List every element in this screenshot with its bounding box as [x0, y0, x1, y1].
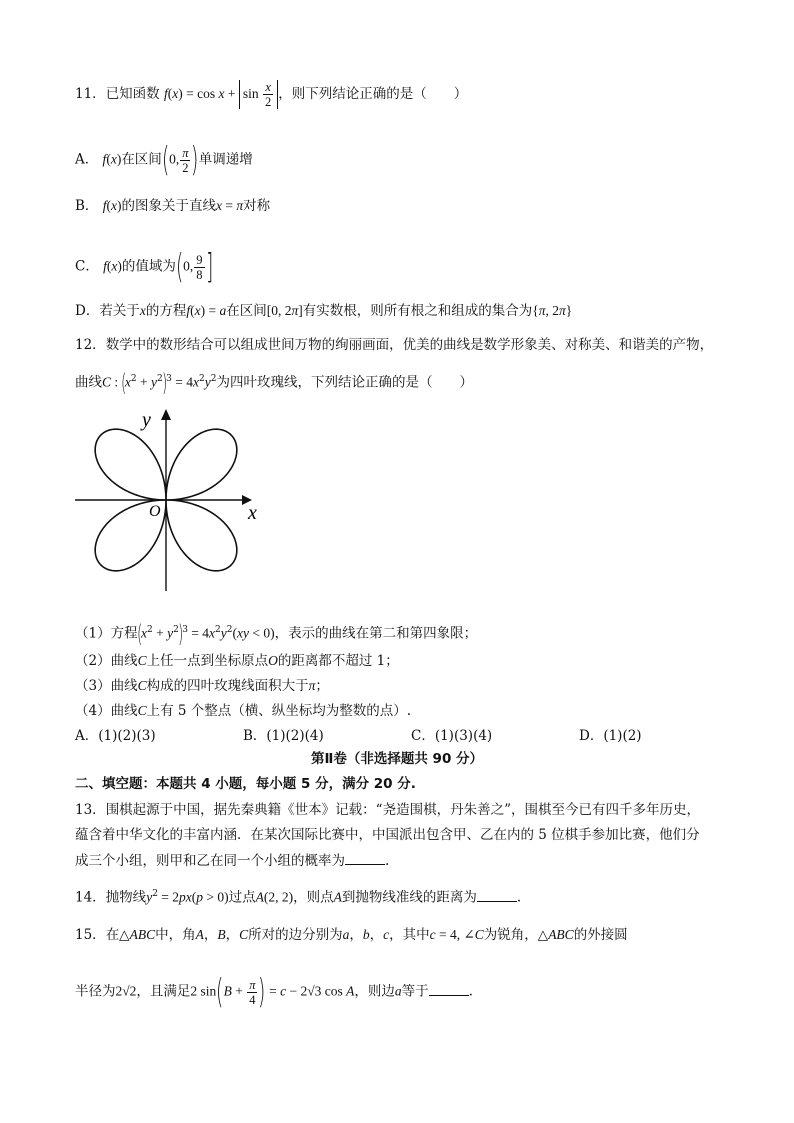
- q12-option-b: B．(1)(2)(4): [243, 728, 324, 744]
- section2-part-heading: 二、填空题：本题共 4 小题，每小题 5 分，满分 20 分.: [75, 776, 416, 792]
- q11-option-d: D．若关于x的方程f(x) = a在区间[0, 2π]有实数根，则所有根之和组成的集合为{π, 2π}: [75, 303, 573, 319]
- q12-option-a: A．(1)(2)(3): [75, 728, 156, 744]
- q11-option-a: A． f(x)在区间(0, $\frac{\pi}{2}$ )单调递增: [75, 140, 253, 180]
- q12-statement-1: （1）方程$(x^2 + y^2)^3 = 4x^2y^2(xy < 0)$，表示的曲线在第二和第四象限；: [75, 620, 478, 648]
- y-axis-arrow: [161, 409, 171, 420]
- q14-answer-blank[interactable]: [477, 887, 517, 902]
- q14-stem: 14．抛物线$y^2 = 2px(p > 0)$过点A(2, 2)，则点A到抛物线准线的距离为 .: [75, 884, 521, 908]
- section2-title: 第Ⅱ卷（非选择题共 90 分）: [310, 751, 484, 767]
- q13-line1: 13．围棋起源于中国，据先秦典籍《世本》记载：“尧造围棋，丹朱善之”，围棋至今已有四千多年历史，: [75, 802, 700, 818]
- q13-line3: 成三个小组，则甲和乙在同一个小组的概率为 .: [75, 850, 389, 871]
- x-axis-label: x: [248, 502, 257, 524]
- q11-option-c: C． f(x)的值域为(0, $\frac{9}{8}$ ]: [75, 247, 213, 287]
- q12-stem-line1: 12．数学中的数形结合可以组成世间万物的绚丽画面，优美的曲线是数学形象美、对称美、和谐美的产物，: [75, 337, 714, 353]
- origin-label: O: [149, 503, 161, 520]
- q15-answer-blank[interactable]: [429, 981, 469, 996]
- q11-option-b: B． f(x)的图象关于直线x = π对称: [75, 198, 271, 214]
- q12-option-c: C．(1)(3)(4): [411, 728, 493, 744]
- q12-option-d: D．(1)(2): [579, 728, 642, 744]
- q12-statement-4: （4）曲线C上有 5 个整点（横、纵坐标均为整数的点）.: [75, 703, 412, 719]
- q13-line2: 蕴含着中华文化的丰富内涵．在某次国际比赛中，中国派出包含甲、乙在内的 5 位棋手参加比赛，他们分: [75, 827, 700, 843]
- q12-statement-2: （2）曲线C上任一点到坐标原点O的距离都不超过 1；: [75, 653, 399, 669]
- q12-options: [75, 726, 747, 746]
- q15-line2: 半径为2√2，且满足2 sin(B + $\frac{\pi}{4}$ ) = c − 2√3 cos A，则边a等于 .: [75, 972, 473, 1012]
- y-axis-label: y: [142, 409, 151, 431]
- q15-line1: 15．在△ABC中，角A，B，C所对的边分别为a，b，c，其中c = 4, ∠C为锐角，△ABC的外接圆: [75, 927, 628, 943]
- q12-stem-line2: 曲线C : $(x^2 + y^2)^3 = 4x^2y^2$为四叶玫瑰线，下列结论正确的是（ ）: [75, 369, 473, 397]
- q13-answer-blank[interactable]: [345, 850, 385, 865]
- q12-statement-3: （3）曲线C构成的四叶玫瑰线面积大于π；: [75, 678, 329, 694]
- rose-curve-svg: [70, 406, 270, 596]
- q11-stem: 11．已知函数 f(x) = cos x + sin $\frac{x}{2}$ ，则下列结论正确的是（ ）: [75, 80, 468, 109]
- rose-curve-figure: [70, 406, 270, 600]
